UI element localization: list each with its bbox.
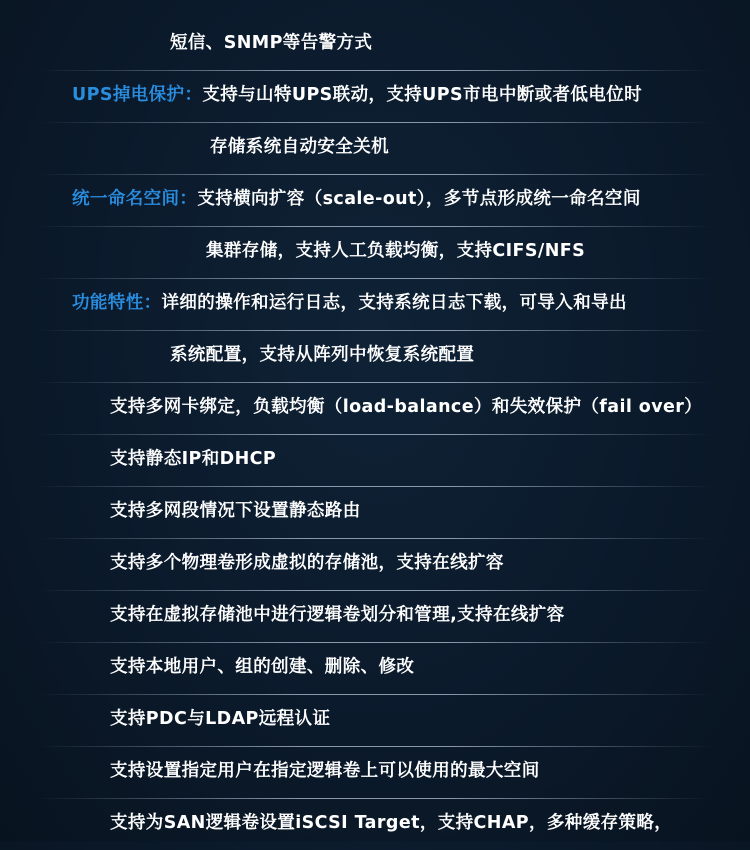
spec-key: 统一命名空间： [72, 189, 198, 209]
spec-row [0, 278, 750, 330]
spec-text: 详细的操作和运行日志，支持系统日志下载，可导入和导出 [161, 293, 627, 313]
spec-text: 支持多个物理卷形成虚拟的存储池，支持在线扩容 [110, 553, 504, 573]
spec-row [0, 382, 750, 434]
spec-text: 支持为SAN逻辑卷设置iSCSI Target，支持CHAP，多种缓存策略， [110, 813, 673, 833]
spec-text: 集群存储，支持人工负载均衡，支持CIFS/NFS [206, 241, 586, 261]
spec-row [0, 642, 750, 694]
spec-label [72, 292, 627, 314]
spec-text: 短信、SNMP等告警方式 [170, 33, 373, 53]
spec-row [0, 538, 750, 590]
spec-label [72, 188, 641, 210]
spec-text: 支持横向扩容（scale-out），多节点形成统一命名空间 [197, 189, 641, 209]
spec-row [0, 746, 750, 798]
spec-text: 支持PDC与LDAP远程认证 [110, 709, 331, 729]
spec-text: 存储系统自动安全关机 [210, 137, 389, 157]
spec-row [0, 798, 750, 850]
spec-text: 支持静态IP和DHCP [110, 449, 277, 469]
spec-key: 功能特性： [72, 293, 162, 313]
spec-row [0, 330, 750, 382]
spec-text: 系统配置，支持从阵列中恢复系统配置 [170, 345, 475, 365]
spec-row [0, 694, 750, 746]
spec-row [0, 226, 750, 278]
spec-text: 支持在虚拟存储池中进行逻辑卷划分和管理,支持在线扩容 [110, 605, 565, 625]
spec-text: 支持本地用户、组的创建、删除、修改 [110, 657, 415, 677]
spec-row [0, 18, 750, 70]
spec-row [0, 434, 750, 486]
spec-label [72, 84, 642, 106]
spec-row [0, 70, 750, 122]
spec-row [0, 174, 750, 226]
spec-text: 支持与山特UPS联动，支持UPS市电中断或者低电位时 [202, 85, 643, 105]
top-cutoff-text [110, 0, 670, 6]
spec-row [0, 590, 750, 642]
spec-text: 支持多网段情况下设置静态路由 [110, 501, 361, 521]
spec-row [0, 486, 750, 538]
spec-key: UPS掉电保护： [72, 85, 203, 105]
spec-text: 支持多网卡绑定，负载均衡（load-balance）和失效保护（fail over） [110, 397, 703, 417]
spec-text: 支持设置指定用户在指定逻辑卷上可以使用的最大空间 [110, 761, 540, 781]
spec-row [0, 122, 750, 174]
